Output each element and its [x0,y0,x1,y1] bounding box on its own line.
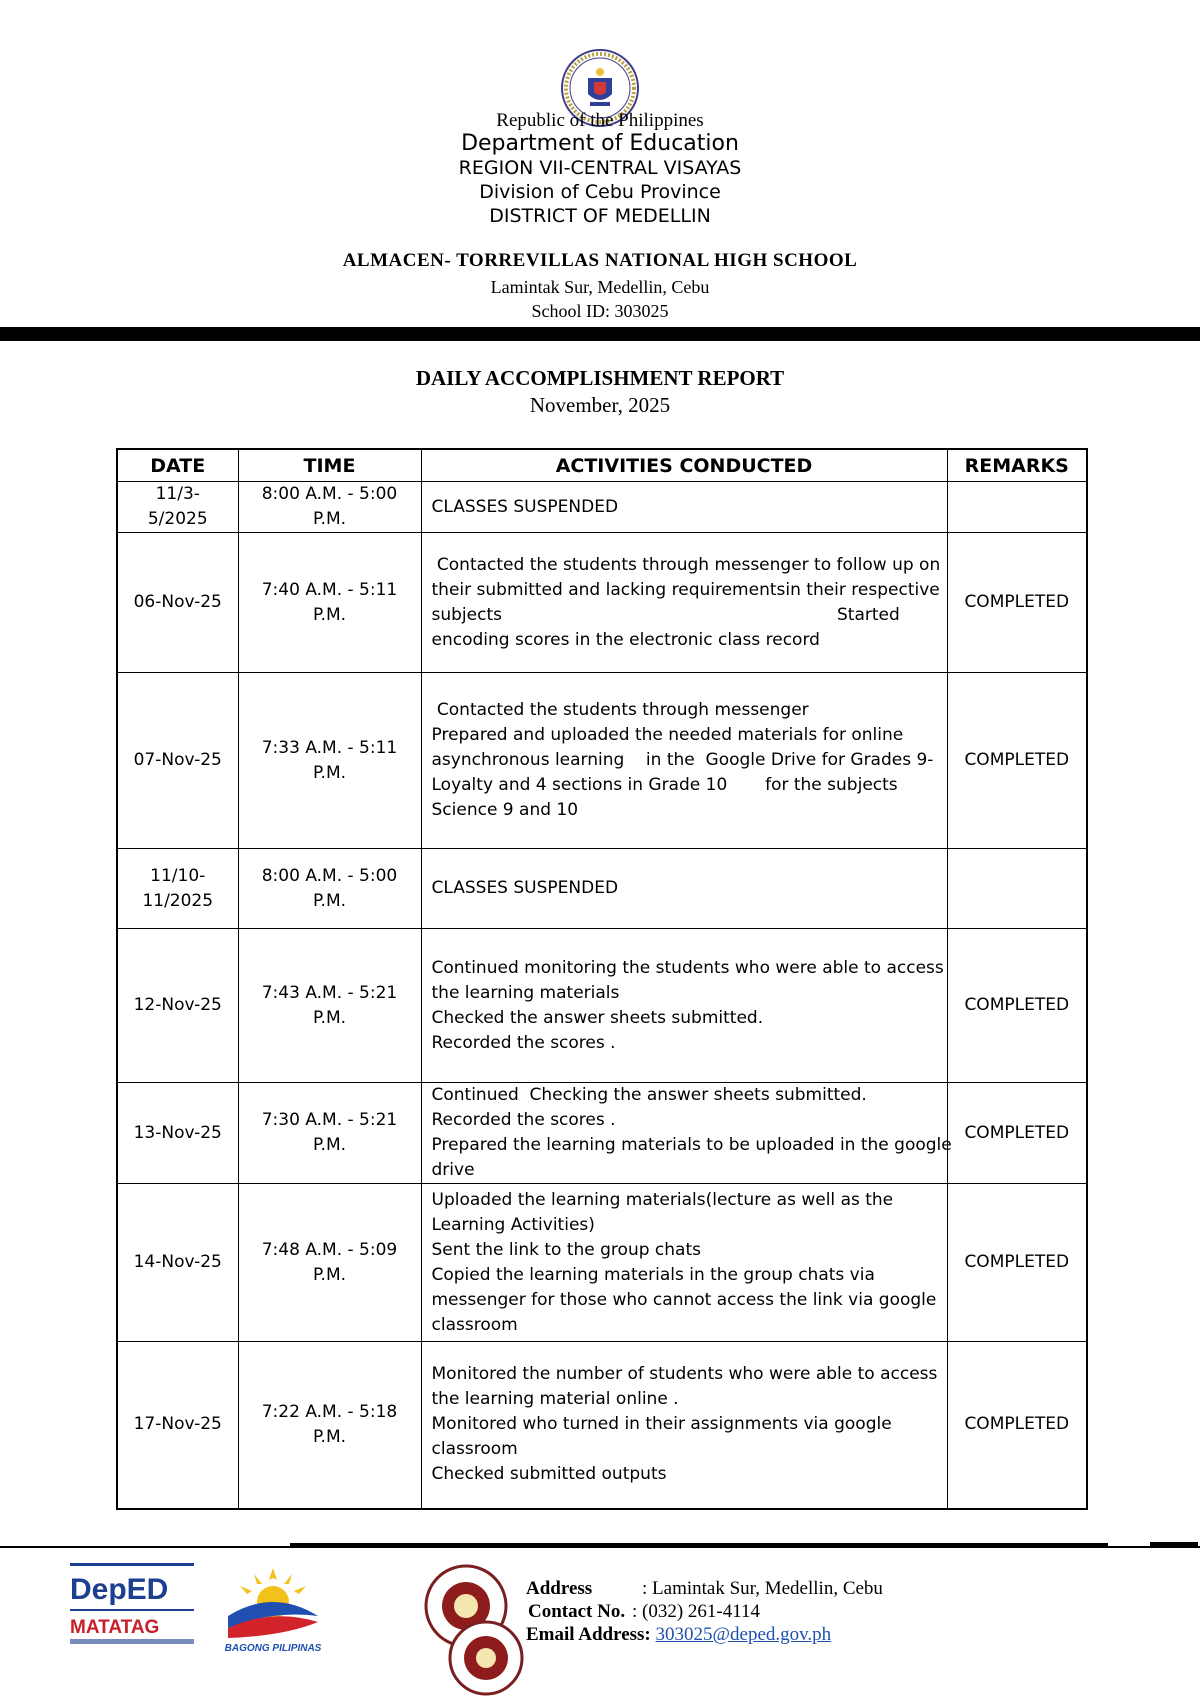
date-cell: 11/10- 11/2025 [117,849,238,929]
activity-line: messenger for those who cannot access the link via google [431,1289,937,1310]
activity-line: Checked the answer sheets submitted. [431,1007,764,1028]
address-label: Address [526,1578,593,1599]
remarks-cell: COMPLETED [947,673,1087,849]
bagong-pilipinas-logo [214,1558,332,1654]
svg-text:BAGONG PILIPINAS: BAGONG PILIPINAS [224,1643,322,1654]
activity-line: classroom [431,1314,518,1335]
region-text: REGION VII-CENTRAL VISAYAS [458,157,742,179]
activity-line: Recorded the scores . [431,1110,616,1130]
activity-line: CLASSES SUSPENDED [431,496,619,517]
contact-label: Contact No. [528,1601,626,1622]
date-cell: 14-Nov-25 [117,1184,238,1342]
activity-line: classroom [431,1439,518,1460]
time-cell: 7:22 A.M. - 5:18 P.M. [238,1342,421,1509]
activity-line: Copied the learning materials in the group chats via [431,1264,875,1285]
table-row [117,1184,1087,1342]
activity-line: Loyalty and 4 sections in Grade 10 for the subjects [431,775,898,795]
remarks-cell: COMPLETED [947,1083,1087,1184]
remarks-cell: COMPLETED [947,1342,1087,1509]
activity-line: their submitted and lacking requirementsin their respective [431,579,940,600]
school-name: ALMACEN- TORREVILLAS NATIONAL HIGH SCHOOL [342,250,858,271]
school-seal-logo [424,1558,534,1696]
date-cell: 13-Nov-25 [117,1083,238,1184]
accomplishment-table [116,448,1088,1510]
district-text: DISTRICT OF MEDELLIN [489,205,711,227]
activity-line: Prepared the learning materials to be uploaded in the google [431,1135,952,1155]
activities-cell [421,1342,947,1509]
time-cell: 7:30 A.M. - 5:21 P.M. [238,1083,421,1184]
activity-line: Recorded the scores . [431,1032,616,1053]
activities-cell [421,482,947,533]
footer-divider-end [1150,1542,1198,1546]
time-cell: 7:33 A.M. - 5:11 P.M. [238,673,421,849]
department-text: Department of Education [461,131,739,156]
table-row [117,929,1087,1083]
table-header-row [117,449,1087,482]
activities-cell [421,673,947,849]
republic-text: Republic of the Philippines [496,110,704,131]
activity-line: Contacted the students through messenger to follow up on [431,554,941,575]
activity-line: the learning materials [431,982,620,1003]
activity-line: Uploaded the learning materials(lecture as well as the [431,1189,894,1210]
activity-line: Continued Checking the answer sheets submitted. [431,1085,867,1105]
activity-line: Science 9 and 10 [431,800,579,820]
activity-line: Contacted the students through messenger [431,700,809,720]
activities-cell [421,1184,947,1342]
school-address: Lamintak Sur, Medellin, Cebu [490,277,710,297]
activity-line: asynchronous learning in the Google Drive for Grades 9- [431,750,934,770]
header-divider [0,327,1200,341]
table-row [117,673,1087,849]
activity-line: subjects Started [431,604,900,625]
svg-text:MATATAG: MATATAG [70,1617,160,1638]
address-value: : Lamintak Sur, Medellin, Cebu [642,1578,883,1599]
time-cell: 7:48 A.M. - 5:09 P.M. [238,1184,421,1342]
activity-line: Checked submitted outputs [431,1464,667,1485]
svg-text:DepED: DepED [70,1573,169,1606]
activity-line: CLASSES SUSPENDED [431,878,619,898]
activities-cell [421,1083,952,1184]
table-row [117,533,1087,673]
activity-line: Monitored the number of students who were able to access [431,1364,938,1385]
remarks-cell [947,849,1087,929]
activity-line: Continued monitoring the students who were able to access [431,957,944,978]
email-label: Email Address: [526,1624,651,1645]
column-header-time: TIME [238,449,421,482]
activities-cell [421,849,947,929]
school-id: School ID: 303025 [531,301,669,321]
deped-matatag-logo [70,1563,194,1651]
footer-address-line [526,1578,883,1600]
column-header-activities: ACTIVITIES CONDUCTED [421,449,947,482]
report-title: DAILY ACCOMPLISHMENT REPORT [415,366,785,390]
time-cell: 8:00 A.M. - 5:00 P.M. [238,849,421,929]
table-body [117,482,1087,1509]
time-cell: 7:43 A.M. - 5:21 P.M. [238,929,421,1083]
remarks-cell: COMPLETED [947,1184,1087,1342]
activity-line: the learning material online . [431,1389,679,1410]
footer-divider [0,1546,1200,1548]
remarks-cell: COMPLETED [947,929,1087,1083]
activities-cell [421,533,947,673]
time-cell: 7:40 A.M. - 5:11 P.M. [238,533,421,673]
table-row [117,482,1087,533]
column-header-date: DATE [117,449,238,482]
remarks-cell: COMPLETED [947,533,1087,673]
activities-cell [421,929,947,1083]
date-cell: 11/3- 5/2025 [117,482,238,533]
time-cell: 8:00 A.M. - 5:00 P.M. [238,482,421,533]
activity-line: encoding scores in the electronic class record [431,629,820,650]
contact-value: : (032) 261-4114 [632,1601,761,1622]
activity-line: Prepared and uploaded the needed materials for online [431,725,904,745]
division-text: Division of Cebu Province [479,181,721,203]
column-header-remarks: REMARKS [947,449,1087,482]
footer-contact-line [526,1601,760,1623]
date-cell: 17-Nov-25 [117,1342,238,1509]
activity-line: Monitored who turned in their assignments via google [431,1414,892,1435]
date-cell: 07-Nov-25 [117,673,238,849]
activity-line: drive [431,1160,475,1180]
remarks-cell [947,482,1087,533]
activity-line: Sent the link to the group chats [431,1239,701,1260]
table-row [117,849,1087,929]
date-cell: 12-Nov-25 [117,929,238,1083]
table-row [117,1342,1087,1509]
email-link[interactable]: 303025@deped.gov.ph [655,1624,832,1645]
date-cell: 06-Nov-25 [117,533,238,673]
footer-email-line [526,1624,831,1646]
activity-line: Learning Activities) [431,1214,595,1235]
report-period: November, 2025 [529,393,671,417]
footer-divider-accent [290,1543,1108,1546]
table-row [117,1083,1087,1184]
